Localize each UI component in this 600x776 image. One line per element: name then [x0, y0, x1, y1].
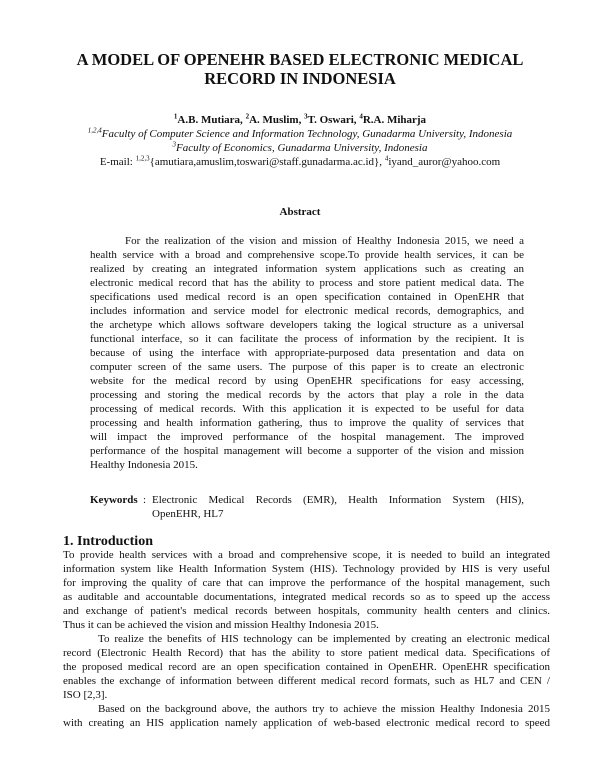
- body-line: To realize the benefits of HIS technology can be implemented by creating an electronic medical: [98, 633, 550, 645]
- body-line: with creating an HIS application namely application of web-based electronic medical record to speed: [63, 717, 550, 729]
- body-line: information system like Health Information System (HIS). Technology provided by HIS is very useful: [63, 563, 550, 575]
- abstract-line: will impact the improved performance of the hospital management. The improved: [90, 431, 524, 443]
- abstract-line: processing and storing the medical records by the actors that play a role in the data: [90, 389, 524, 401]
- abstract-line: specifications used medical record is an open specification contained in OpenEHR that: [90, 291, 524, 303]
- affiliation-text: Faculty of Economics, Gunadarma University, Indonesia: [176, 142, 428, 154]
- abstract-line: performance of the hospital management will become a supporter of the vision and mission: [90, 445, 524, 457]
- keywords-label: Keywords: [90, 494, 138, 506]
- abstract-line: For the realization of the vision and mission of Healthy Indonesia 2015, we need a: [125, 235, 524, 247]
- affiliation-sup: 3: [172, 140, 177, 149]
- affiliation-1: [0, 128, 600, 141]
- abstract-line: electronic medical record that has the ability to process and store patient medical data. The: [90, 277, 524, 289]
- author-list: [0, 114, 600, 127]
- body-line: ISO [2,3].: [63, 689, 108, 701]
- email-sup: 1,2,3: [135, 154, 150, 163]
- body-line: To provide health services with a broad and comprehensive scope, it is needed to build an integrated: [63, 549, 550, 561]
- email-line: [0, 156, 600, 169]
- email-sup: 4: [384, 154, 389, 163]
- keywords-line: OpenEHR, HL7: [152, 508, 224, 520]
- title-line-1: A MODEL OF OPENEHR BASED ELECTRONIC MEDICAL: [76, 50, 524, 69]
- abstract-line: processing and health information gathering, thus to improve the quality of services that: [90, 417, 524, 429]
- body-line: record (Electronic Health Record) that has the ability to store patient medical data. Specifications of: [63, 647, 550, 659]
- email-address-group: {amutiara,amuslim,toswari@staff.gunadarma.ac.id},: [149, 156, 383, 168]
- abstract-line: the archetype which allows software developers taking the logical structure as a universal: [90, 319, 524, 331]
- title-line-2: RECORD IN INDONESIA: [204, 69, 396, 88]
- email-address: iyand_auror@yahoo.com: [388, 156, 501, 168]
- abstract-heading: Abstract: [279, 206, 321, 218]
- keywords-colon: :: [143, 494, 147, 506]
- author-name: R.A. Miharja: [362, 114, 427, 126]
- author-name: T. Oswari,: [307, 114, 357, 126]
- body-line: enables the exchange of information between different medical record formats, such as HL7 and CEN /: [63, 675, 550, 687]
- abstract-line: functional interface, so it can facilitate the process of information by the recipient. It is: [90, 333, 524, 345]
- author-sup: 1: [173, 112, 178, 121]
- abstract-line: realized by creating an integrated information system applications such as creating an: [90, 263, 524, 275]
- affiliation-sup: 1,2,4: [87, 126, 102, 135]
- body-line: the proposed medical record are an open specification contained in OpenEHR. OpenEHR specification: [63, 661, 550, 673]
- abstract-line: health service with a broad and comprehensive scope.To provide health services, it can be: [90, 249, 524, 261]
- affiliation-2: [0, 142, 600, 155]
- author-sup: 4: [359, 112, 363, 121]
- affiliation-text: Faculty of Computer Science and Information Technology, Gunadarma University, Indonesia: [101, 128, 513, 140]
- abstract-line: because of using the interface with appropriate-purposed data presentation and data on: [90, 347, 524, 359]
- email-label: E-mail:: [99, 156, 133, 168]
- body-line: for improving the quality of care that can improve the performance of the hospital management, such: [63, 577, 550, 589]
- body-line: Based on the background above, the authors try to achieve the mission Healthy Indonesia 2015: [98, 703, 550, 715]
- author-name: A.B. Mutiara,: [177, 114, 243, 126]
- abstract-line: website for the medical record by using OpenEHR specifications for easy accessing,: [90, 375, 524, 387]
- abstract-line: includes information and service model for electronic medical records, demographics, and: [90, 305, 524, 317]
- body-line: Thus it can be achieved the vision and mission Healthy Indonesia 2015.: [63, 619, 379, 631]
- author-name: A. Muslim,: [249, 114, 302, 126]
- abstract-line: Healthy Indonesia 2015.: [90, 459, 198, 471]
- abstract-line: processing of medical records. With this application it is expected to be useful for data: [90, 403, 524, 415]
- abstract-line: computer screen of the same users. The purpose of this paper is to create an electronic: [90, 361, 524, 373]
- author-sup: 2: [245, 112, 250, 121]
- section-heading: 1. Introduction: [63, 534, 153, 549]
- keywords-line: Electronic Medical Records (EMR), Health Information System (HIS),: [152, 494, 524, 506]
- body-line: and exchange of patient's medical records between hospitals, community health centers and clinics.: [63, 605, 550, 617]
- body-line: as auditable and accountable documentations, integrated medical records so as to speed up the access: [63, 591, 550, 603]
- author-sup: 3: [304, 112, 308, 121]
